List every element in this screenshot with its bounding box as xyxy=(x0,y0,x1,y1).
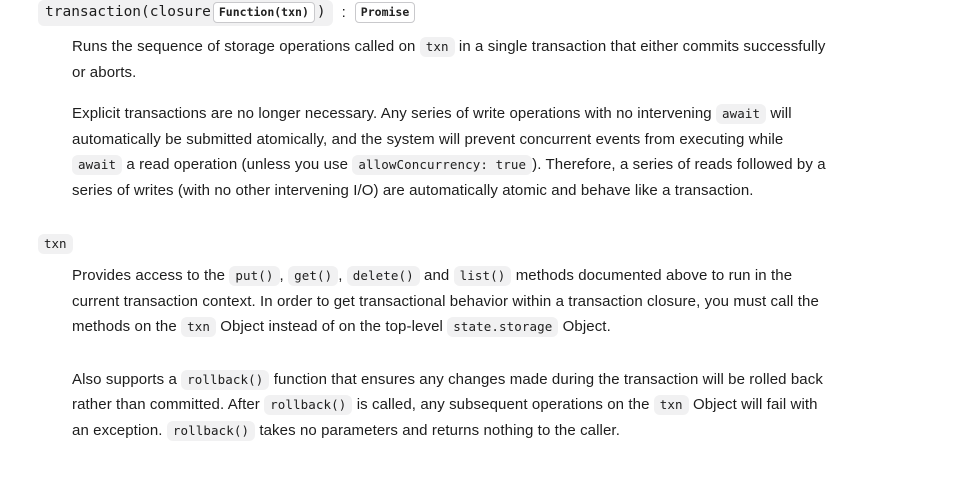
close-paren-text: ) xyxy=(316,4,326,20)
inline-code: get() xyxy=(288,266,338,286)
inline-code: list() xyxy=(454,266,512,286)
signature-separator: : xyxy=(341,4,346,21)
inline-code: await xyxy=(72,155,122,175)
inline-code: put() xyxy=(229,266,279,286)
parameter-name-chip: txn xyxy=(38,234,73,254)
inline-code: rollback() xyxy=(181,370,269,390)
method-description xyxy=(72,34,828,203)
parameter-description xyxy=(72,263,828,443)
inline-code: state.storage xyxy=(447,317,558,337)
description-paragraph: Also supports a rollback() function that ensures any changes made during the transaction will be rolled back rather than committed. After rollback() is called, any subsequent operations on the txn Object will fail with an exception. rollback() takes no parameters and returns nothing to the caller. xyxy=(72,370,823,439)
description-paragraph: Explicit transactions are no longer necessary. Any series of write operations with no intervening await will automatically be submitted atomically, and the system will prevent concurrent events from executing while await a read operation (unless you use allowConcurrency: true ). Therefore, a series of reads followed by a series of writes (with no other intervening I/O) are automatically atomic and behave like a transaction. xyxy=(72,105,826,199)
inline-code: rollback() xyxy=(167,421,255,441)
parameter-term xyxy=(38,232,965,255)
param-type-badge: Function(txn) xyxy=(213,2,315,23)
inline-code: txn xyxy=(420,37,455,57)
inline-code: delete() xyxy=(347,266,420,286)
inline-code: txn xyxy=(181,317,216,337)
method-name-text: transaction(closure xyxy=(45,4,211,20)
return-type-badge: Promise xyxy=(355,2,415,23)
inline-code: await xyxy=(716,104,766,124)
method-signature-code xyxy=(38,0,333,26)
inline-code: txn xyxy=(654,395,689,415)
description-paragraph: Provides access to the put() , get() , delete() and list() methods documented above to run in the current transaction context. In order to get transactional behavior within a transaction closure, you must call the methods on the txn Object instead of on the top-level state.storage Object. xyxy=(72,267,819,335)
method-signature xyxy=(38,1,965,24)
description-paragraph: Runs the sequence of storage operations called on txn in a single transaction that either commits successfully or aborts. xyxy=(72,38,826,81)
inline-code: rollback() xyxy=(264,395,352,415)
inline-code: allowConcurrency: true xyxy=(352,155,532,175)
